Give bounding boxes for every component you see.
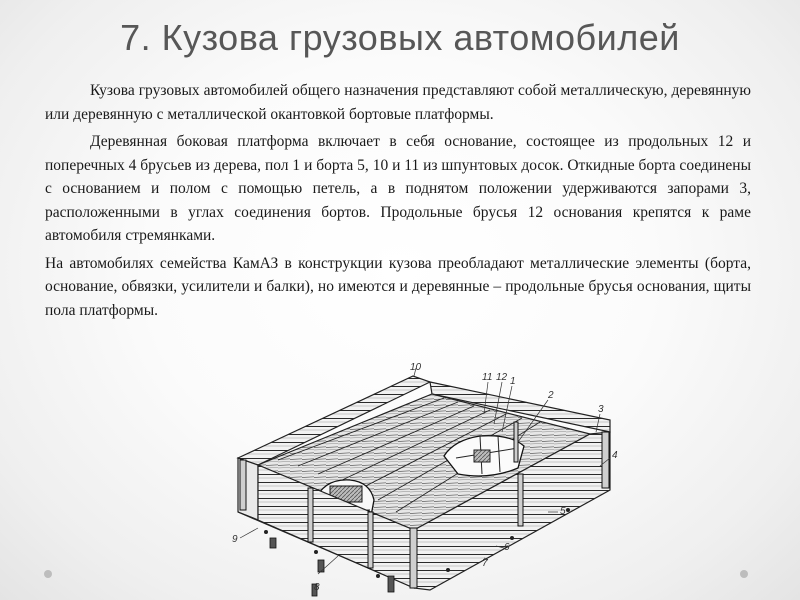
paragraph-3: На автомобилях семейства КамАЗ в конструкции кузова преобладают металлические элементы (борта, основание, обвязки, усилители и балки), но имеются и деревянные – продольные брусья основания, щиты пола платформы. [45, 254, 751, 319]
paragraph-1: Кузова грузовых автомобилей общего назначения представляют собой металлическую, деревянную или деревянную с металлической окантовкой бортовые платформы. [45, 82, 751, 123]
callout-11: 11 [482, 372, 493, 383]
paragraph-2: Деревянная боковая платформа включает в себя основание, состоящее из продольных 12 и поперечных 4 брусьев из дерева, пол 1 и борта 5, 10 и 11 из шпунтовых досок. Откидные борта соединены с основанием и полом с помощью петель, а в поднятом положении удерживаются запорами 3, расположенными в углах соединения бортов. Продольные брусья 12 основания крепятся к раме автомобиля стремянками. [45, 133, 751, 244]
callout-1: 1 [510, 376, 516, 387]
callout-7: 7 [482, 558, 488, 569]
right-decor-dot [740, 570, 748, 578]
callout-2: 2 [548, 390, 554, 401]
callout-3: 3 [598, 404, 604, 415]
truck-body-drawing [218, 362, 630, 600]
callout-12: 12 [496, 372, 508, 383]
callout-8: 8 [314, 582, 320, 593]
slide-title: 7. Кузова грузовых автомобилей [120, 17, 680, 58]
callout-5: 5 [560, 506, 566, 517]
left-decor-dot [44, 570, 52, 578]
callout-10: 10 [410, 362, 422, 373]
truck-body-illustration [218, 362, 630, 600]
callout-9: 9 [232, 534, 238, 545]
slide-body [45, 79, 751, 322]
callout-6: 6 [504, 542, 510, 553]
callout-4: 4 [612, 450, 618, 461]
